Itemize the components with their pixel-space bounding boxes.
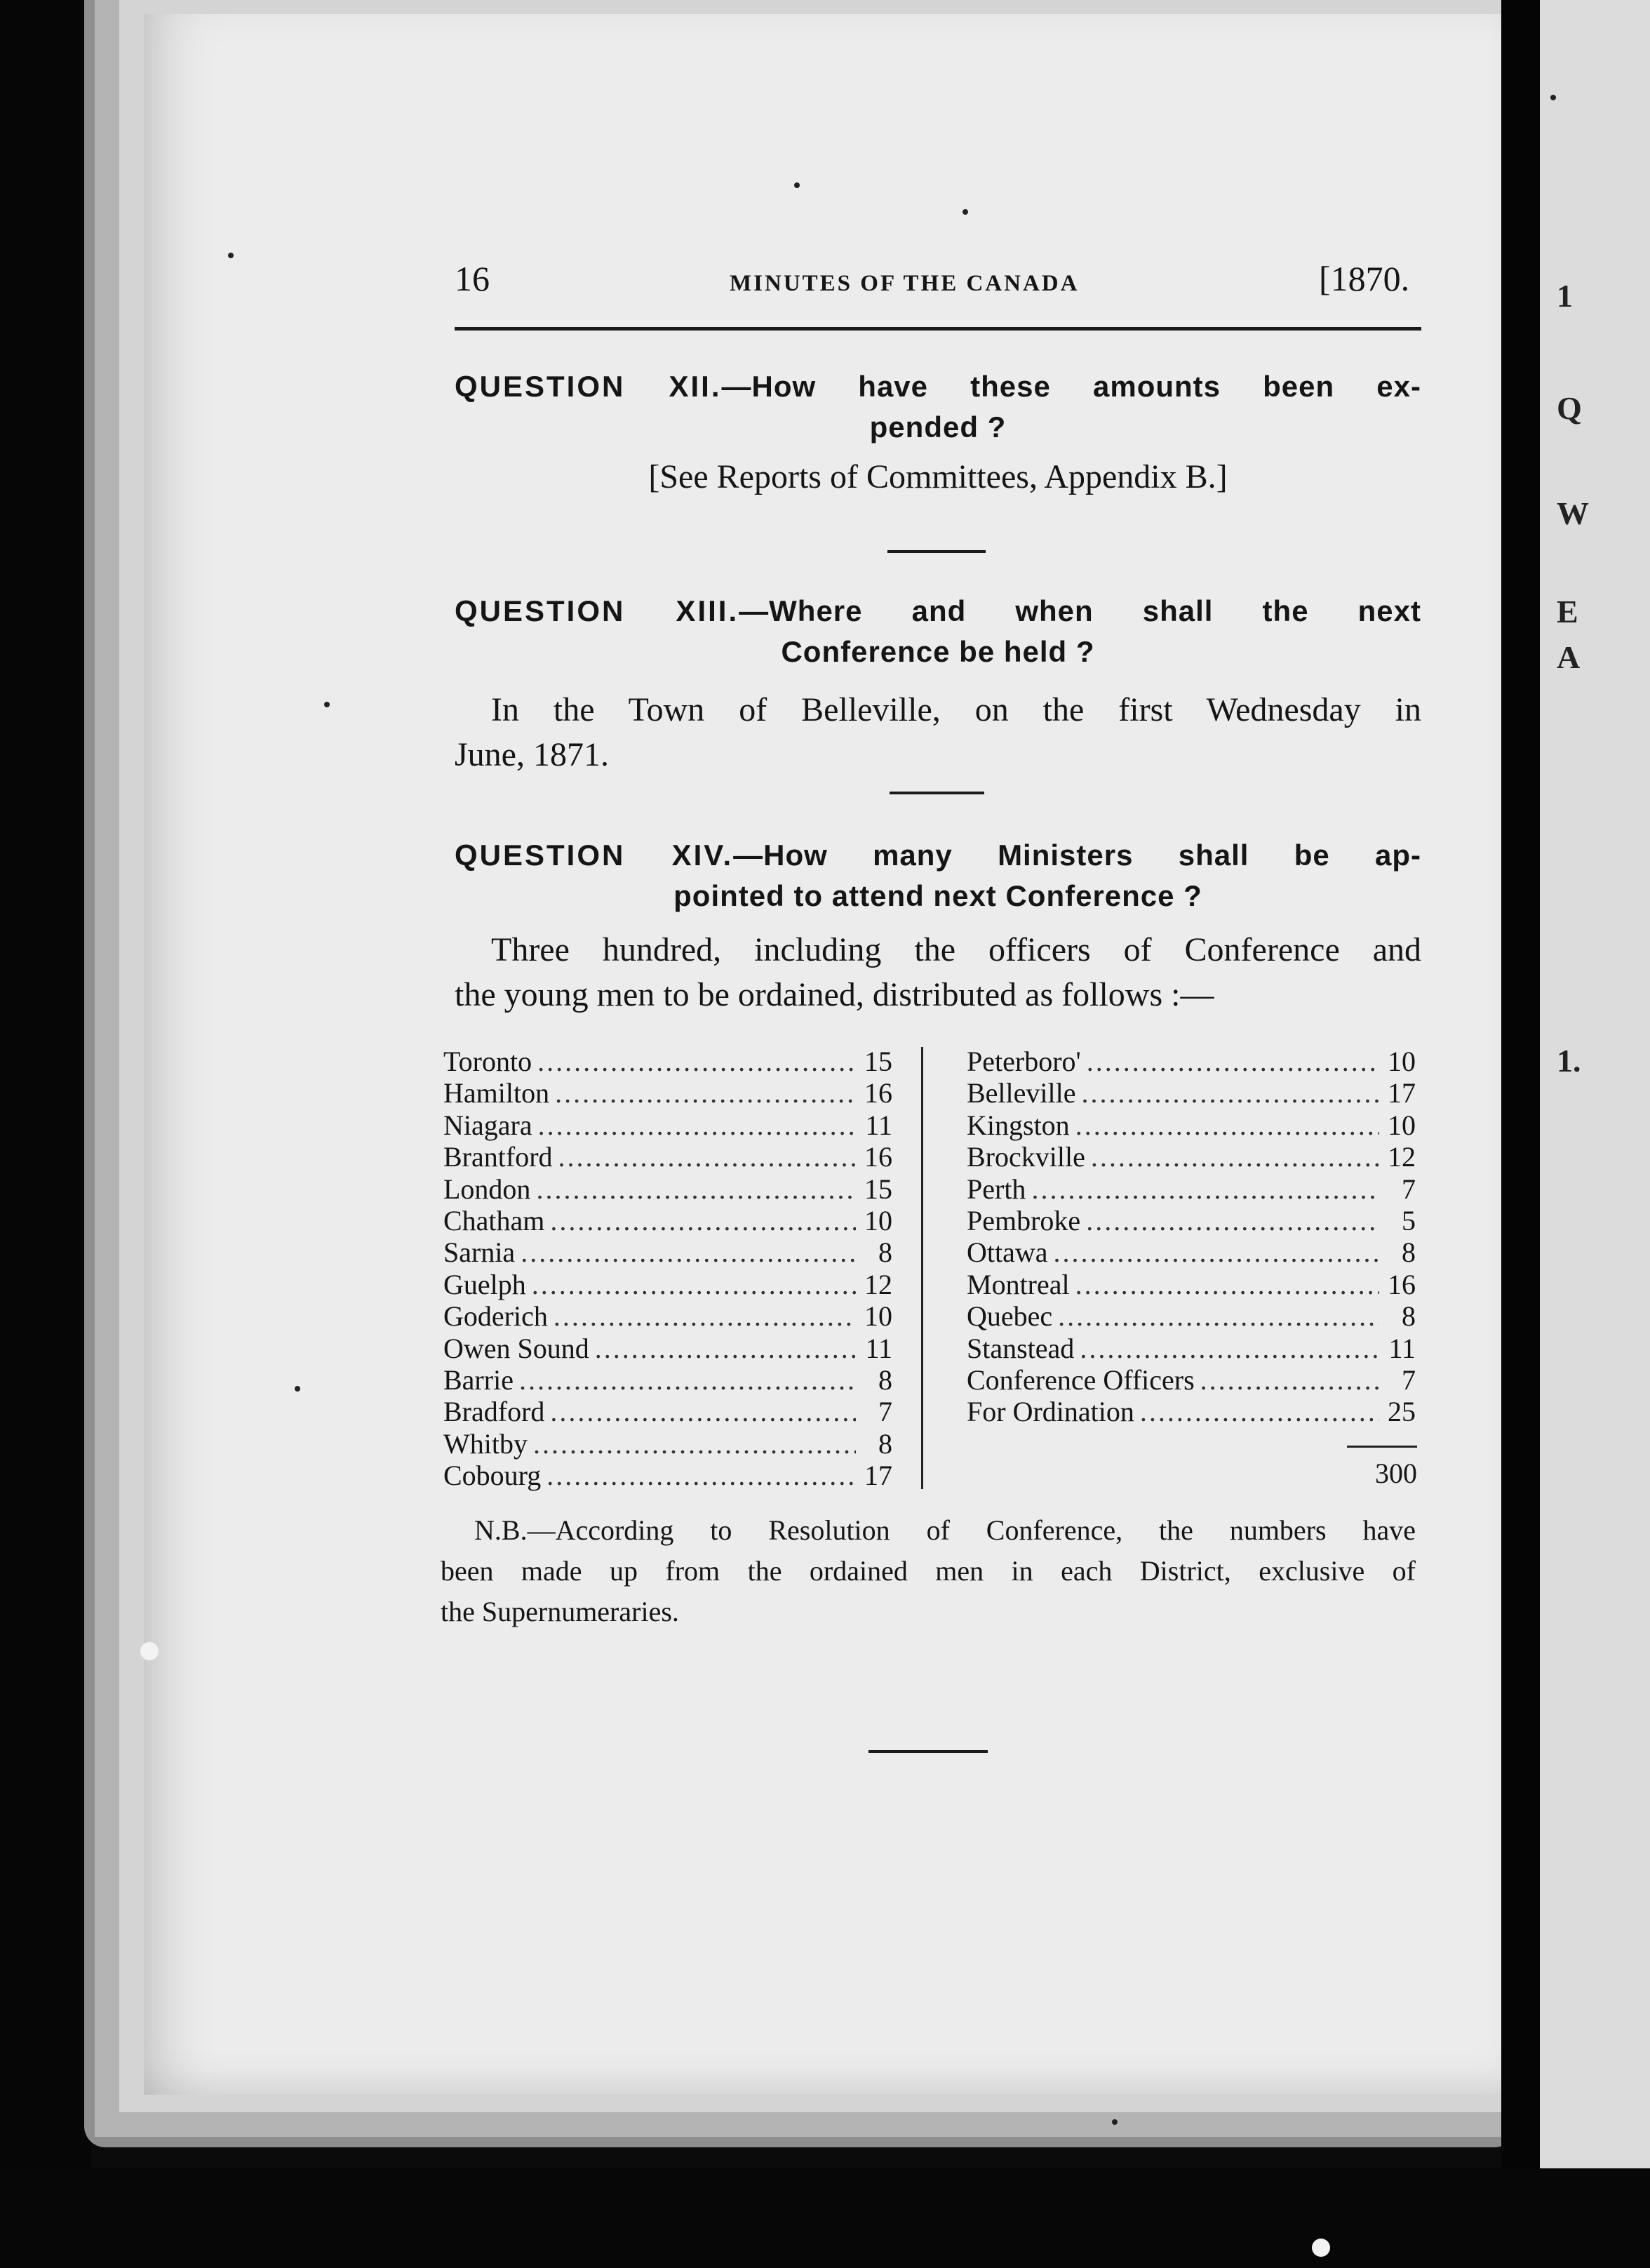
district-name: Pembroke — [967, 1204, 1081, 1236]
district-name: London — [443, 1173, 531, 1205]
district-row — [967, 1300, 1416, 1332]
minister-count: 10 — [1388, 1046, 1416, 1077]
leader-dots — [521, 1236, 856, 1268]
minister-count: 8 — [878, 1363, 892, 1396]
film-speck — [1312, 2239, 1330, 2257]
leader-dots — [1058, 1300, 1379, 1332]
distribution-total: 300 — [1375, 1457, 1417, 1489]
district-name: Belleville — [967, 1077, 1076, 1109]
district-row — [967, 1109, 1416, 1141]
leader-dots — [532, 1269, 856, 1300]
district-row — [443, 1460, 892, 1491]
answer-12: [See Reports of Committees, Appendix B.] — [648, 458, 1228, 495]
district-name: Ottawa — [967, 1236, 1048, 1269]
district-row — [443, 1269, 892, 1300]
leader-dots — [595, 1333, 856, 1364]
question-text-cont: pended ? — [869, 411, 1007, 443]
leader-dots — [519, 1364, 856, 1396]
leader-dots — [1080, 1333, 1379, 1364]
district-row — [443, 1205, 892, 1236]
film-speck — [794, 182, 800, 188]
district-name: Quebec — [967, 1300, 1053, 1333]
film-speck — [228, 253, 234, 258]
closing-divider — [868, 1750, 988, 1753]
leader-dots — [1082, 1077, 1379, 1109]
district-row — [967, 1173, 1416, 1205]
district-row — [443, 1236, 892, 1268]
leader-dots — [533, 1428, 856, 1460]
leader-dots — [555, 1077, 856, 1109]
district-row — [967, 1364, 1416, 1396]
leader-dots — [538, 1109, 856, 1141]
answer-14 — [455, 928, 1421, 1018]
answer-line: June, 1871. — [455, 736, 609, 773]
distribution-left-column — [443, 1046, 892, 1491]
facing-page-text: 1. — [1557, 1043, 1581, 1079]
minister-count: 7 — [878, 1396, 892, 1428]
district-row — [967, 1077, 1416, 1109]
district-row — [443, 1428, 892, 1460]
district-name: Sarnia — [443, 1236, 516, 1269]
leader-dots — [1091, 1141, 1379, 1173]
note-line: the Supernumeraries. — [441, 1596, 679, 1627]
note-line: N.B.—According to Resolution of Conference, the numbers have — [474, 1514, 1416, 1546]
page-number: 16 — [455, 259, 490, 298]
running-title: MINUTES OF THE CANADA — [730, 271, 1080, 296]
facing-page-text: Q — [1557, 390, 1582, 426]
film-speck — [324, 702, 330, 707]
district-name: Brantford — [443, 1141, 553, 1173]
minister-count: 11 — [865, 1332, 892, 1364]
film-border-bottom — [0, 2168, 1650, 2268]
leader-dots — [1075, 1109, 1379, 1141]
district-name: Hamilton — [443, 1077, 550, 1109]
minister-count: 15 — [864, 1173, 892, 1205]
film-border-left — [0, 0, 91, 2268]
district-name: Toronto — [443, 1046, 532, 1077]
facing-page-fragment — [1540, 0, 1650, 2268]
film-speck — [1550, 95, 1556, 100]
district-name: Peterboro' — [967, 1046, 1081, 1077]
question-12 — [455, 366, 1421, 448]
question-14 — [455, 835, 1421, 916]
leader-dots — [546, 1460, 856, 1491]
district-name: Kingston — [967, 1109, 1070, 1141]
section-divider — [887, 550, 986, 553]
question-text: —How many Ministers shall be ap- — [733, 839, 1422, 872]
minister-count: 12 — [864, 1268, 892, 1300]
district-name: Guelph — [443, 1268, 526, 1300]
district-name: For Ordination — [967, 1396, 1134, 1428]
question-label: QUESTION XII. — [455, 370, 722, 403]
district-row — [967, 1205, 1416, 1236]
answer-line: the young men to be ordained, distributed as follows :— — [455, 976, 1214, 1013]
district-row — [443, 1333, 892, 1364]
minister-count: 10 — [864, 1300, 892, 1333]
leader-dots — [1140, 1396, 1379, 1427]
film-speck — [140, 1642, 159, 1660]
minister-count: 8 — [878, 1236, 892, 1269]
minister-count: 16 — [864, 1077, 892, 1109]
running-year: [1870. — [1319, 259, 1410, 298]
minister-count: 5 — [1402, 1204, 1416, 1236]
distribution-right-column — [967, 1046, 1416, 1428]
district-row — [967, 1236, 1416, 1268]
minister-count: 10 — [864, 1204, 892, 1236]
leader-dots — [1200, 1364, 1379, 1396]
district-row — [443, 1141, 892, 1173]
district-name: Perth — [967, 1173, 1026, 1205]
district-name: Conference Officers — [967, 1363, 1195, 1396]
district-name: Bradford — [443, 1396, 545, 1428]
district-row — [967, 1333, 1416, 1364]
district-name: Chatham — [443, 1204, 545, 1236]
leader-dots — [550, 1205, 856, 1236]
district-name: Brockville — [967, 1141, 1085, 1173]
section-divider — [890, 792, 984, 794]
answer-line: Three hundred, including the officers of Conference and — [491, 931, 1421, 968]
minister-count: 11 — [1388, 1332, 1416, 1364]
leader-dots — [554, 1300, 856, 1332]
leader-dots — [1054, 1236, 1379, 1268]
minister-count: 17 — [1388, 1077, 1416, 1109]
district-row — [967, 1141, 1416, 1173]
minister-count: 12 — [1388, 1141, 1416, 1173]
district-name: Goderich — [443, 1300, 548, 1333]
note-line: been made up from the ordained men in each District, exclusive of — [441, 1555, 1416, 1587]
district-row — [443, 1109, 892, 1141]
facing-page-text: E — [1557, 594, 1578, 629]
film-speck — [962, 209, 968, 215]
facing-page-text: A — [1557, 639, 1581, 675]
district-name: Cobourg — [443, 1460, 542, 1492]
question-13 — [455, 591, 1421, 672]
district-name: Niagara — [443, 1109, 532, 1141]
film-speck — [295, 1386, 300, 1392]
district-name: Barrie — [443, 1363, 514, 1396]
district-row — [443, 1173, 892, 1205]
question-text: —Where and when shall the next — [739, 594, 1422, 627]
district-row — [967, 1269, 1416, 1300]
book-gutter — [1501, 0, 1540, 2268]
leader-dots — [1031, 1173, 1379, 1205]
district-row — [443, 1077, 892, 1109]
minister-count: 8 — [1402, 1236, 1416, 1269]
minister-count: 7 — [1402, 1173, 1416, 1205]
minister-count: 16 — [1388, 1268, 1416, 1300]
question-text-cont: pointed to attend next Conference ? — [673, 879, 1202, 912]
answer-13 — [455, 688, 1421, 778]
district-row — [443, 1300, 892, 1332]
minister-count: 8 — [1402, 1300, 1416, 1333]
question-text-cont: Conference be held ? — [781, 635, 1095, 668]
district-name: Montreal — [967, 1268, 1070, 1300]
leader-dots — [1075, 1269, 1379, 1300]
facing-page-text: 1 — [1557, 278, 1573, 314]
minister-count: 25 — [1388, 1396, 1416, 1428]
district-name: Whitby — [443, 1427, 528, 1460]
header-rule — [455, 327, 1421, 331]
district-row — [443, 1396, 892, 1427]
minister-count: 10 — [1388, 1109, 1416, 1141]
district-row — [443, 1364, 892, 1396]
leader-dots — [1087, 1046, 1379, 1077]
minister-count: 7 — [1402, 1363, 1416, 1396]
minister-count: 15 — [864, 1046, 892, 1077]
minister-count: 17 — [864, 1460, 892, 1492]
district-name: Stanstead — [967, 1332, 1075, 1364]
minister-count: 8 — [878, 1427, 892, 1460]
leader-dots — [1086, 1205, 1379, 1236]
district-row — [443, 1046, 892, 1077]
minister-count: 11 — [865, 1109, 892, 1141]
column-divider — [921, 1047, 923, 1489]
sum-rule — [1347, 1446, 1417, 1448]
film-speck — [1112, 2119, 1118, 2125]
question-text: —How have these amounts been ex- — [721, 370, 1421, 403]
question-label: QUESTION XIV. — [455, 839, 734, 872]
answer-line: In the Town of Belleville, on the first Wednesday in — [491, 691, 1421, 728]
leader-dots — [537, 1046, 856, 1077]
nb-note — [441, 1510, 1416, 1632]
leader-dots — [550, 1396, 856, 1427]
minister-count: 16 — [864, 1141, 892, 1173]
facing-page-text: W — [1557, 495, 1589, 531]
district-row — [967, 1046, 1416, 1077]
district-row — [967, 1396, 1416, 1427]
leader-dots — [536, 1173, 856, 1205]
question-label: QUESTION XIII. — [455, 594, 739, 627]
district-name: Owen Sound — [443, 1332, 589, 1364]
leader-dots — [558, 1141, 856, 1173]
